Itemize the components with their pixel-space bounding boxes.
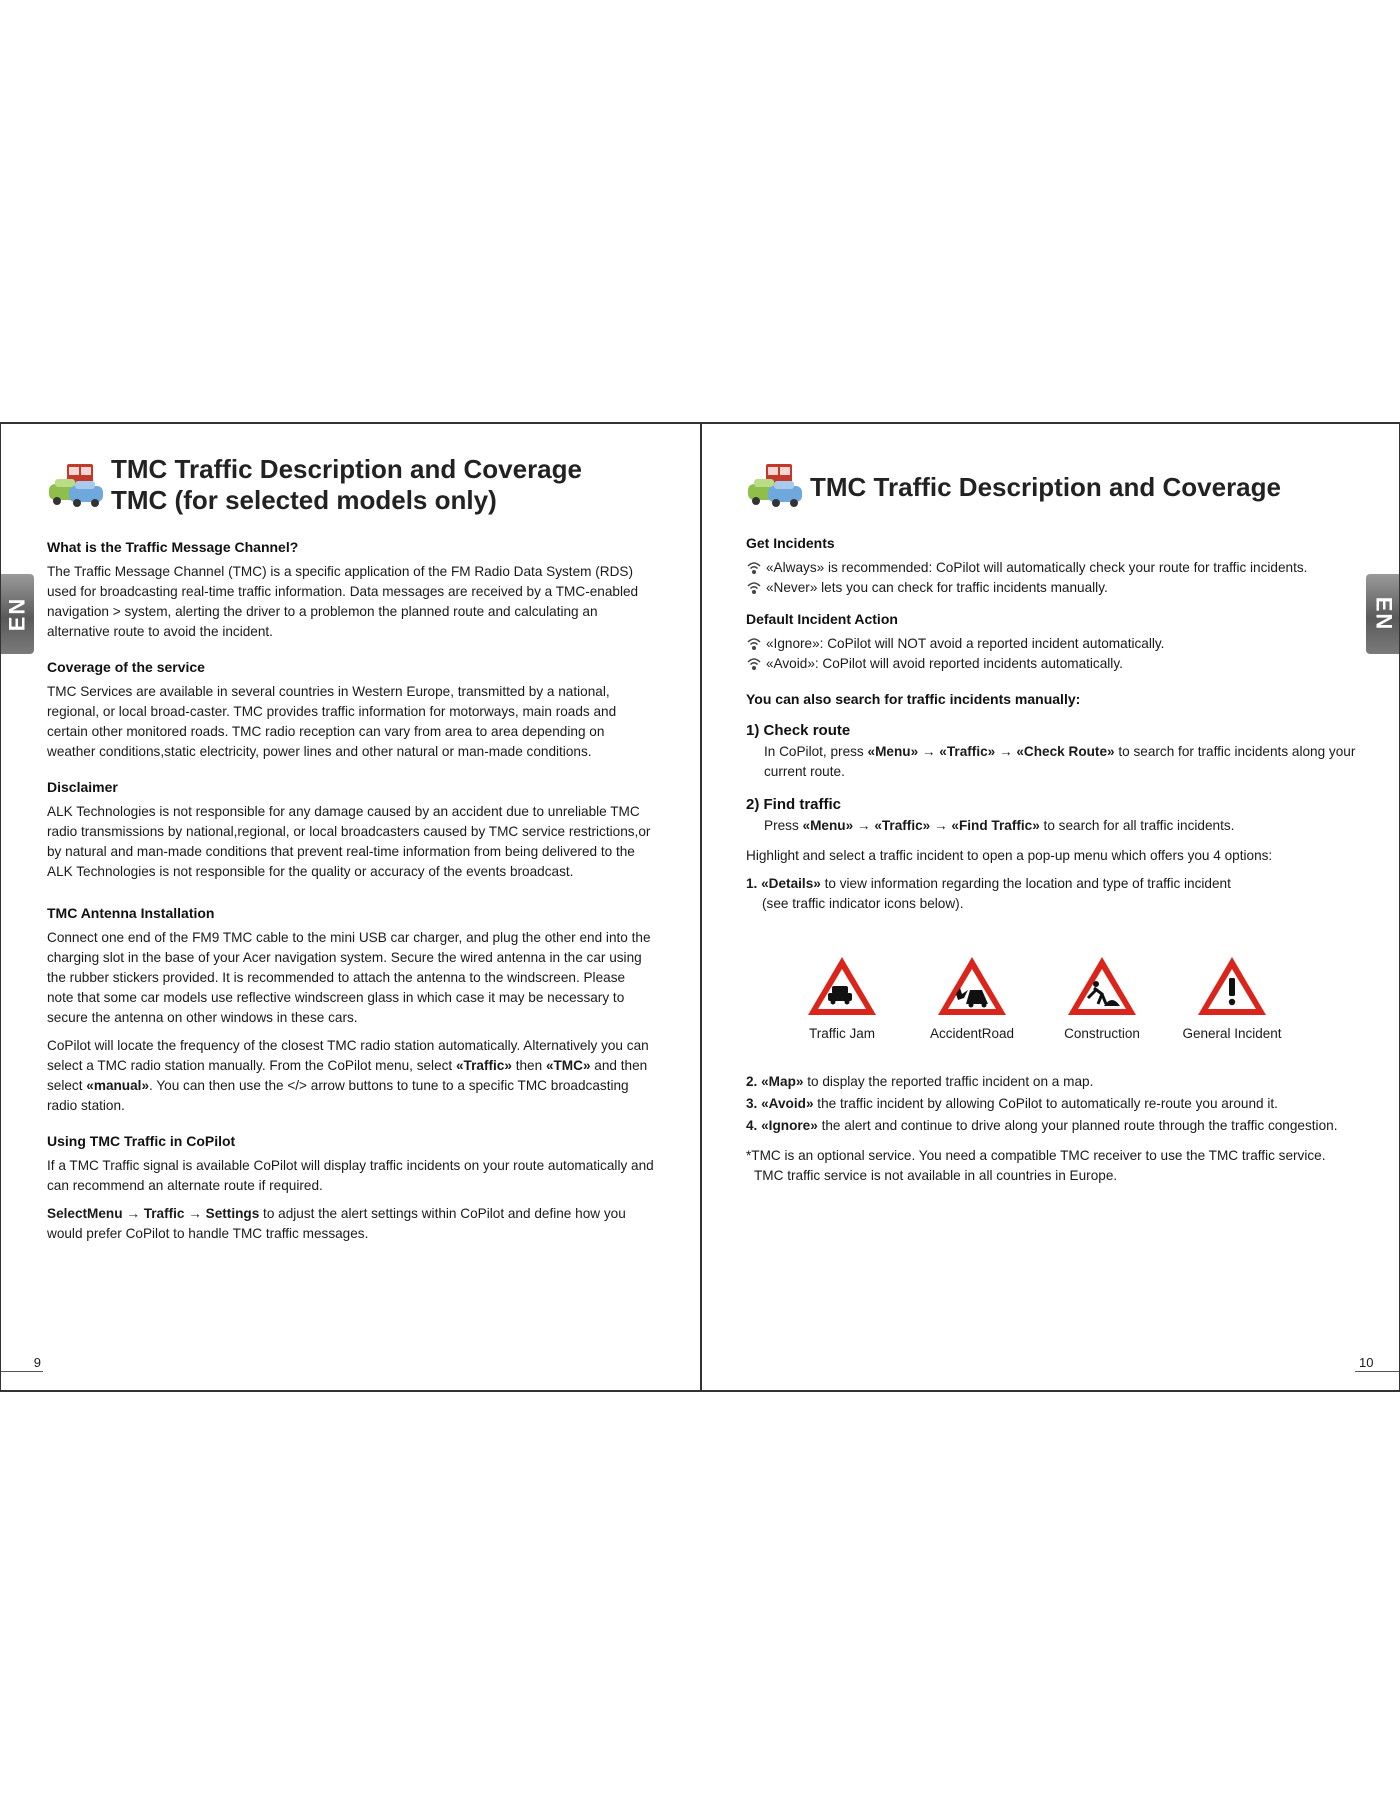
option-always [746, 558, 1356, 578]
check-route-heading: 1) Check route [746, 722, 851, 739]
language-tab-label: EN [4, 596, 29, 632]
option-number: 1. [746, 876, 762, 891]
section-text-antenna-tuning [47, 1036, 655, 1116]
section-text-using-settings [47, 1204, 655, 1244]
option-details-text: to view information regarding the location and type of traffic incident [820, 876, 1231, 891]
option-keyword-ignore: «Ignore» [761, 1118, 818, 1133]
check-route-post: to search for traffic incidents along your current route. [764, 744, 1356, 779]
menu-keyword-traffic: «Traffic» [939, 744, 996, 759]
option-text: «Always» is recommended: CoPilot will automatically check your route for traffic incidents. [766, 560, 1308, 575]
sign-label: Traffic Jam [808, 1026, 875, 1041]
find-traffic-heading: 2) Find traffic [746, 796, 842, 813]
option-avoid-incident [746, 1094, 1356, 1114]
option-text: «Never» lets you can check for traffic incidents manually. [766, 580, 1108, 595]
section-text-what-is: The Traffic Message Channel (TMC) is a specific application of the FM Radio Data System (RDS) used for broadcasting real-time traffic information. Data messages are received by a TMC-enabled navigation > system, alerting the driver to a problemon the planned route and calculating an alternative route to avoid the incident. [47, 564, 639, 639]
signal-icon [746, 561, 762, 575]
option-ignore-incident [746, 1116, 1356, 1136]
antenna-text-d: . You can then use the </> arrow buttons to tune to a specific TMC broadcasting radio station. [47, 1078, 629, 1113]
section-heading-coverage: Coverage of the service [47, 659, 205, 675]
traffic-vehicles-icon [47, 460, 107, 510]
option-text: «Ignore»: CoPilot will NOT avoid a reported incident automatically. [766, 636, 1165, 651]
signal-icon [746, 657, 762, 671]
manual-search-heading: You can also search for traffic incidents manually: [746, 691, 1081, 707]
antenna-text-b: then [511, 1058, 546, 1073]
check-route-text [746, 742, 1356, 782]
menu-keyword-selectmenu: SelectMenu [47, 1206, 123, 1221]
sign-general-incident [1172, 954, 1292, 1044]
arrow-separator: → [122, 1206, 144, 1221]
arrow-separator: → [853, 818, 875, 833]
option-text: «Avoid»: CoPilot will avoid reported incidents automatically. [766, 656, 1123, 671]
sign-label: AccidentRoad [929, 1026, 1015, 1041]
page-number-right: 10 [1355, 1355, 1399, 1372]
option-ignore-text: the alert and continue to drive along your planned route through the traffic congestion. [817, 1118, 1338, 1133]
right-page-content [746, 452, 1356, 1194]
sign-accident-road [912, 954, 1032, 1044]
section-text-using: If a TMC Traffic signal is available CoPilot will display traffic incidents on your route automatically and can recommend an alternate route if required. [47, 1158, 654, 1193]
arrow-separator: → [995, 744, 1017, 759]
using-text-rest: to adjust the alert settings within CoPilot and define how you would prefer CoPilot to handle TMC traffic messages. [47, 1206, 626, 1241]
left-header-titles [111, 454, 582, 516]
arrow-separator: → [930, 818, 952, 833]
find-traffic-text [746, 816, 1356, 836]
menu-keyword-check-route: «Check Route» [1016, 744, 1115, 759]
section-text-disclaimer: ALK Technologies is not responsible for any damage caused by an accident due to unreliable TMC radio transmissions by national,regional, or local broadcasters caused by TMC service restrictions,or by natural and man-made conditions that prevent real-time information from being delivered to the ALK Technologies is not responsible for the quality or accuracy of the events broadcast. [47, 804, 651, 879]
traffic-jam-sign-icon [806, 954, 878, 1018]
footnote: *TMC is an optional service. You need a compatible TMC receiver to use the TMC traffic service. TMC traffic service is not available in all countries in Europe. [746, 1148, 1326, 1183]
language-tab-label: EN [1371, 596, 1396, 632]
menu-keyword-find-traffic: «Find Traffic» [951, 818, 1040, 833]
section-heading-get-incidents: Get Incidents [746, 535, 835, 551]
option-map-text: to display the reported traffic incident on a map. [803, 1074, 1094, 1089]
sign-label: Construction [1064, 1026, 1140, 1041]
traffic-vehicles-icon [746, 460, 806, 510]
section-heading-disclaimer: Disclaimer [47, 779, 118, 795]
antenna-text-a: CoPilot will locate the frequency of the closest TMC radio station automatically. Alternatively you can select a TMC radio station manually. From the CoPilot menu, select [47, 1038, 649, 1073]
option-details-text-2: (see traffic indicator icons below). [762, 896, 964, 911]
highlight-text: Highlight and select a traffic incident to open a pop-up menu which offers you 4 options: [746, 848, 1273, 863]
menu-keyword-traffic: Traffic [143, 1206, 185, 1221]
option-number: 4. [746, 1118, 762, 1133]
option-number: 3. [746, 1096, 762, 1111]
page-number-left: 9 [1, 1355, 43, 1372]
signal-icon [746, 581, 762, 595]
arrow-separator: → [918, 744, 940, 759]
section-text-coverage: TMC Services are available in several countries in Western Europe, transmitted by a national, regional, or local broad-caster. TMC provides traffic information for motorways, main roads and certain other monitored roads. TMC radio reception can vary from area to area depending on weather conditions,static electricity, power lines and other natural or man-made conditions. [47, 684, 617, 759]
general-incident-sign-icon [1196, 954, 1268, 1018]
section-heading-antenna: TMC Antenna Installation [47, 905, 215, 921]
arrow-separator: → [184, 1206, 206, 1221]
left-page [0, 424, 701, 1390]
page-title: TMC Traffic Description and Coverage [810, 472, 1281, 502]
section-heading-using: Using TMC Traffic in CoPilot [47, 1133, 236, 1149]
page-spread [0, 422, 1400, 1392]
page-subtitle: TMC (for selected models only) [111, 485, 497, 515]
right-page [701, 424, 1400, 1390]
menu-keyword-menu: «Menu» [802, 818, 854, 833]
option-never [746, 578, 1356, 598]
option-avoid [746, 654, 1356, 674]
option-ignore [746, 634, 1356, 654]
find-traffic-post: to search for all traffic incidents. [1039, 818, 1235, 833]
traffic-indicator-icons [782, 954, 1292, 1044]
find-traffic-pre: Press [764, 818, 803, 833]
menu-keyword-traffic: «Traffic» [456, 1058, 512, 1073]
right-header [746, 452, 1356, 522]
option-keyword-details: «Details» [761, 876, 821, 891]
section-heading-what-is: What is the Traffic Message Channel? [47, 539, 299, 555]
menu-keyword-manual: «manual» [86, 1078, 150, 1093]
left-page-content [47, 452, 655, 1252]
option-number: 2. [746, 1074, 762, 1089]
menu-keyword-menu: «Menu» [867, 744, 919, 759]
sign-construction [1042, 954, 1162, 1044]
option-details [746, 874, 1356, 914]
accident-sign-icon [936, 954, 1008, 1018]
menu-keyword-traffic: «Traffic» [874, 818, 931, 833]
section-heading-default-action: Default Incident Action [746, 611, 898, 627]
option-map [746, 1072, 1356, 1092]
sign-label: General Incident [1182, 1026, 1282, 1041]
option-avoid-text: the traffic incident by allowing CoPilot to automatically re-route you around it. [813, 1096, 1278, 1111]
antenna-text-c: and then select [47, 1058, 648, 1093]
section-text-antenna: Connect one end of the FM9 TMC cable to the mini USB car charger, and plug the other end into the charging slot in the base of your Acer navigation system. Secure the wired antenna in the car using the rubber stickers provided. It is recommended to attach the antenna to the windscreen. Please note that some car models use reflective windscreen glass in which case it may be necessary to secure the antenna on other windows in these cars. [47, 930, 651, 1025]
left-header [47, 452, 655, 522]
option-keyword-avoid: «Avoid» [761, 1096, 814, 1111]
page-title: TMC Traffic Description and Coverage [111, 454, 582, 484]
menu-keyword-settings: Settings [205, 1206, 260, 1221]
menu-keyword-tmc: «TMC» [545, 1058, 591, 1073]
check-route-pre: In CoPilot, press [764, 744, 868, 759]
sign-traffic-jam [782, 954, 902, 1044]
signal-icon [746, 637, 762, 651]
right-header-titles [810, 472, 1281, 503]
construction-sign-icon [1066, 954, 1138, 1018]
option-keyword-map: «Map» [761, 1074, 804, 1089]
